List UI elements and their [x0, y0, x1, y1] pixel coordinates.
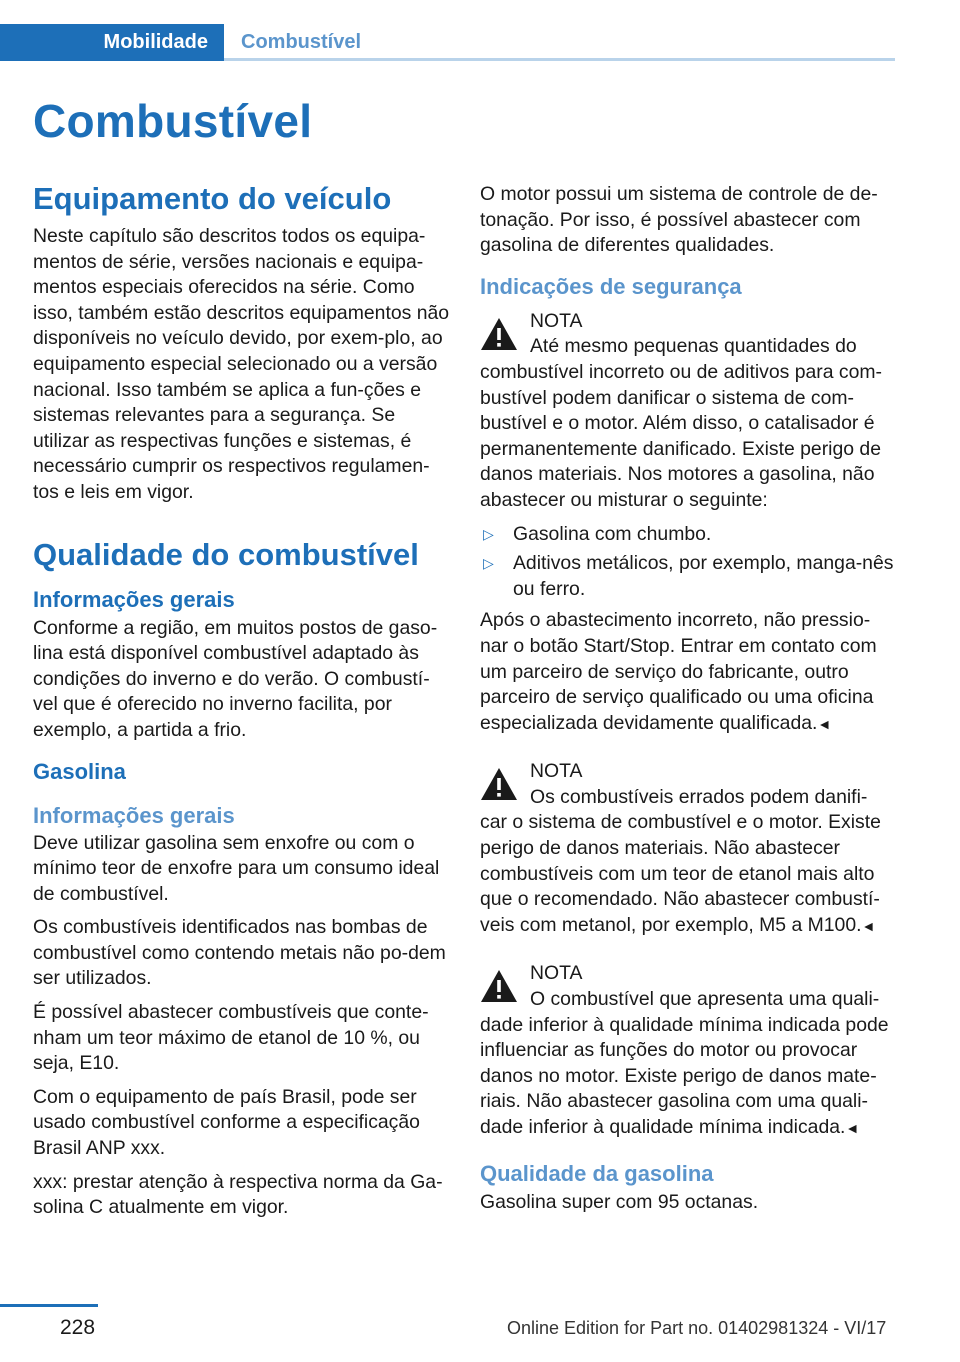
- page-title: Combustível: [33, 95, 313, 147]
- note-first-line: O combustível que apresenta uma quali-: [530, 988, 880, 1011]
- safety-heading: Indicações de segurança: [480, 273, 742, 299]
- right-column: [480, 182, 896, 1223]
- note-body: dade inferior à qualidade mínima indicada pode influenciar as funções do motor ou provocar danos no motor. Existe perigo de danos mate-riais. Não abastecer gasolina com uma quali-dade inferior à qualidade mínima indicada.: [480, 1013, 889, 1138]
- note-first-line: Até mesmo pequenas quantidades do: [530, 335, 857, 358]
- list-item-text: Aditivos metálicos, por exemplo, manga-nês ou ferro.: [513, 552, 894, 600]
- bullet-triangle-icon: ▷: [483, 555, 494, 572]
- warning-triangle-icon: [480, 317, 518, 351]
- equipment-heading: Equipamento do veículo: [33, 181, 392, 216]
- gasoline-quality-heading: Qualidade da gasolina: [480, 1160, 714, 1186]
- tab-mobilidade: Mobilidade: [0, 24, 224, 61]
- header-rule: [224, 58, 895, 61]
- end-mark-icon: ◄: [845, 1120, 860, 1136]
- warning-triangle-icon: [480, 969, 518, 1003]
- edition-footer: Online Edition for Part no. 01402981324 - VI/17: [507, 1318, 887, 1338]
- general-info-heading: Informações gerais: [33, 586, 235, 612]
- gasoline-paragraph: xxx: prestar atenção à respectiva norma da Ga-solina C atualmente em vigor.: [33, 1170, 443, 1219]
- note-first-line: Os combustíveis errados podem danifi-: [530, 785, 868, 808]
- bullet-list: [480, 522, 896, 603]
- note-body: combustível incorreto ou de aditivos para com-bustível podem danificar o sistema de com-bustível e o motor. Além disso, o catalisador é permanentemente danificado. Existe perigo de danos materiais. Nos motores a gasolina, não abastecer ou misturar o seguinte:: [480, 360, 883, 511]
- list-item-text: Gasolina com chumbo.: [513, 522, 712, 545]
- warning-triangle-icon: [480, 767, 518, 801]
- note-text: [480, 785, 896, 940]
- note-label: NOTA: [530, 309, 583, 332]
- gasoline-paragraph: É possível abastecer combustíveis que conte-nham um teor máximo de etanol de 10 %, ou seja, E10.: [33, 1001, 429, 1075]
- page-number-rule: [0, 1304, 98, 1307]
- gasoline-paragraph: Os combustíveis identificados nas bombas de combustível como contendo metais não po-dem ser utilizados.: [33, 916, 446, 990]
- gasoline-heading: Gasolina: [33, 758, 126, 784]
- note-after-body: Após o abastecimento incorreto, não pressio-nar o botão Start/Stop. Entrar em contato com um parceiro de serviço do fabricante, outro parceiro de serviço qualificado ou uma oficina especializada devidamente qualificada.: [480, 609, 877, 734]
- note-body: car o sistema de combustível e o motor. Existe perigo de danos materiais. Não abastecer combustíveis com um teor de etanol mais alto que o recomendado. Não abastecer combustí-veis com metanol, por exemplo, M5 a M100.: [480, 811, 881, 936]
- gasoline-quality-text: Gasolina super com 95 octanas.: [480, 1190, 759, 1213]
- end-mark-icon: ◄: [861, 917, 876, 934]
- note-label: NOTA: [530, 760, 583, 783]
- note-block: [480, 759, 896, 939]
- end-mark-icon: ◄: [817, 715, 832, 732]
- note-block: [480, 309, 896, 514]
- gasoline-general-heading: Informações gerais: [33, 802, 235, 828]
- page-number: 228: [60, 1316, 96, 1339]
- note-label: NOTA: [530, 962, 583, 985]
- fuel-quality-heading: Qualidade do combustível: [33, 536, 419, 572]
- general-info-text: Conforme a região, em muitos postos de gaso-lina está disponível combustível adaptado às condições do inverno e do verão. O combustí-vel que é oferecido no inverno facilita, por exemplo, a partida a frio.: [33, 616, 438, 741]
- note-text: [480, 334, 896, 513]
- header-tabs: [0, 24, 895, 61]
- knock-control-text: O motor possui um sistema de controle de de-tonação. Por isso, é possível abastecer com gasolina de diferentes qualidades.: [480, 183, 878, 257]
- gasoline-paragraph: Com o equipamento de país Brasil, pode ser usado combustível conforme a especificação Brasil ANP xxx.: [33, 1085, 420, 1160]
- list-item: [480, 522, 896, 548]
- bullet-triangle-icon: ▷: [483, 525, 494, 542]
- left-column: [33, 180, 451, 1229]
- note-after-text: [480, 608, 896, 737]
- note-block: [480, 961, 896, 1141]
- tab-combustivel: Combustível: [241, 31, 362, 53]
- gasoline-paragraph: Deve utilizar gasolina sem enxofre ou com o mínimo teor de enxofre para um consumo ideal de combustível.: [33, 831, 440, 905]
- note-text: [480, 987, 896, 1142]
- list-item: [480, 551, 896, 602]
- equipment-text: Neste capítulo são descritos todos os equipa-mentos de série, versões nacionais e equipa-mentos especiais oferecidos na série. Como isso, também estão descritos equipamentos não disponíveis no veículo devido, por exem-plo, ao equipamento especial selecionado ou a versão nacional. Isso também se aplica a fun-ções e sistemas relevantes para a segurança. Se utilizar as respectivas funções e sistemas, é necessário cumprir os respectivos regulamen-tos e leis em vigor.: [33, 225, 450, 503]
